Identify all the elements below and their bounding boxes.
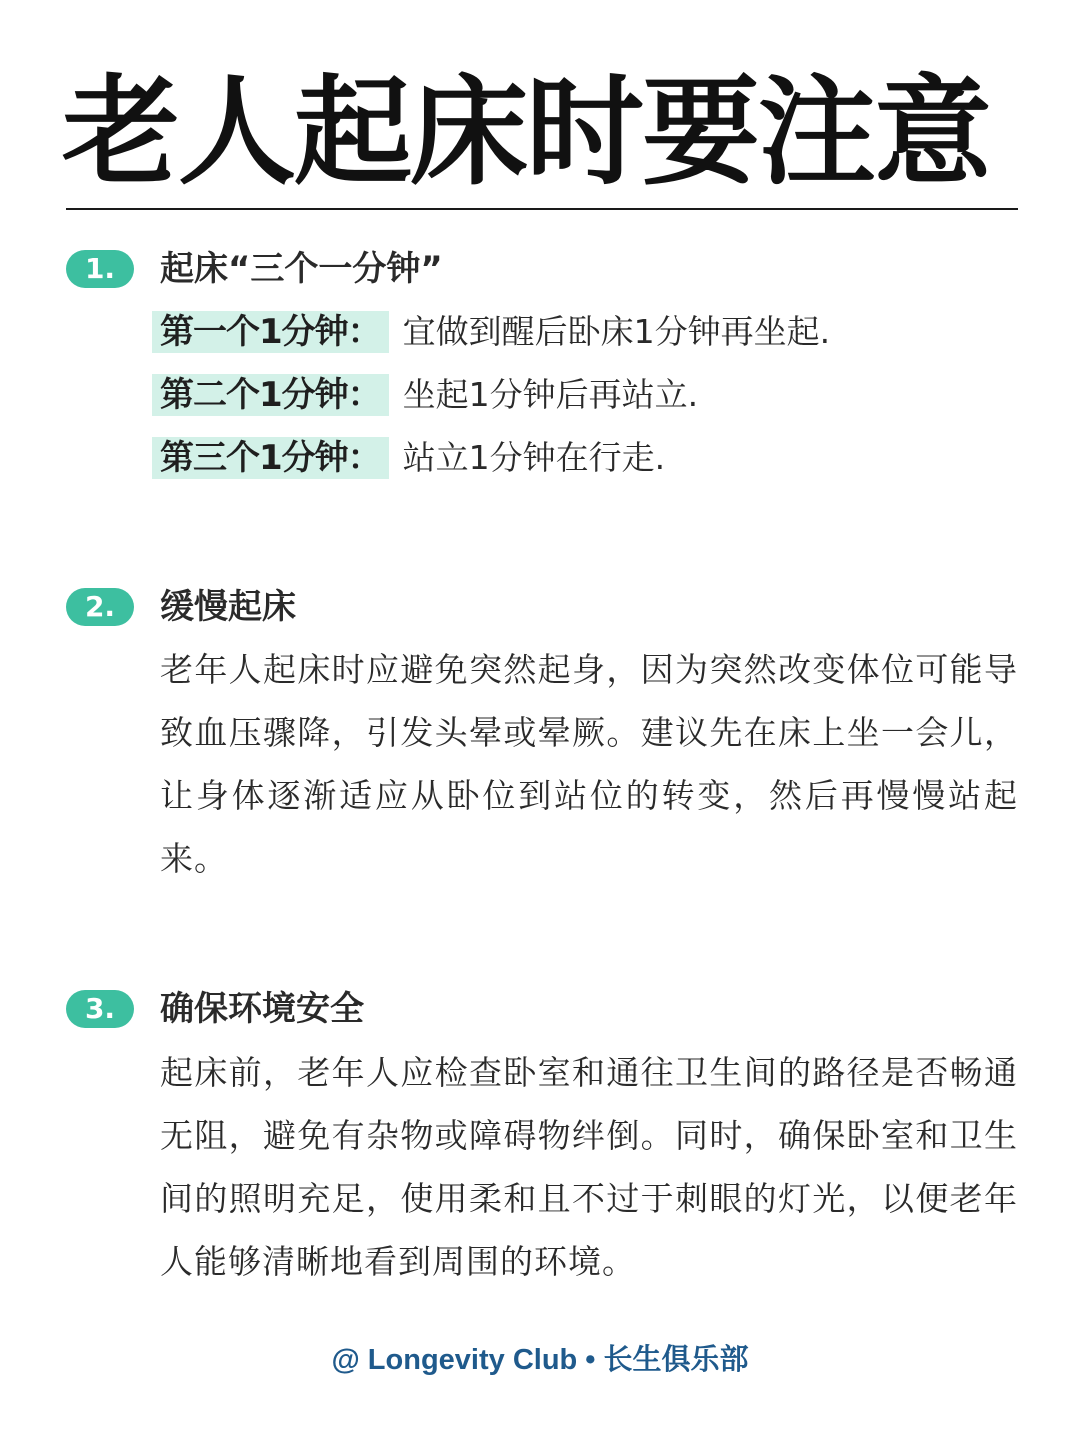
- minute-item: [152, 435, 665, 481]
- minute-text: 宜做到醒后卧床1分钟再坐起.: [402, 312, 831, 351]
- section-heading: 起床“三个一分钟”: [160, 249, 443, 289]
- minute-text: 坐起1分钟后再站立.: [402, 375, 699, 414]
- minute-text: 站立1分钟在行走.: [402, 438, 666, 477]
- section-heading: 确保环境安全: [160, 989, 364, 1029]
- minute-label: 第三个1分钟：: [152, 437, 389, 479]
- minute-label: 第一个1分钟：: [152, 311, 389, 353]
- section-number-badge: 3.: [66, 990, 134, 1028]
- section-number-badge: 1.: [66, 250, 134, 288]
- section-heading: 缓慢起床: [160, 587, 296, 627]
- minute-item: [152, 372, 698, 418]
- minute-item: [152, 309, 830, 355]
- title-divider: [66, 208, 1018, 210]
- section-body: 老年人起床时应避免突然起身，因为突然改变体位可能导致血压骤降，引发头晕或晕厥。建议先在床上坐一会儿，让身体逐渐适应从卧位到站位的转变，然后再慢慢站起来。: [160, 650, 1018, 878]
- footer-credit: @ Longevity Club • 长生俱乐部: [331, 1344, 749, 1376]
- section-number-badge: 2.: [66, 588, 134, 626]
- minute-label: 第二个1分钟：: [152, 374, 389, 416]
- page-title: 老人起床时要注意: [62, 63, 991, 201]
- section-body: 起床前，老年人应检查卧室和通往卫生间的路径是否畅通无阻，避免有杂物或障碍物绊倒。同时，确保卧室和卫生间的照明充足，使用柔和且不过于刺眼的灯光，以便老年人能够清晰地看到周围的环境。: [160, 1053, 1018, 1281]
